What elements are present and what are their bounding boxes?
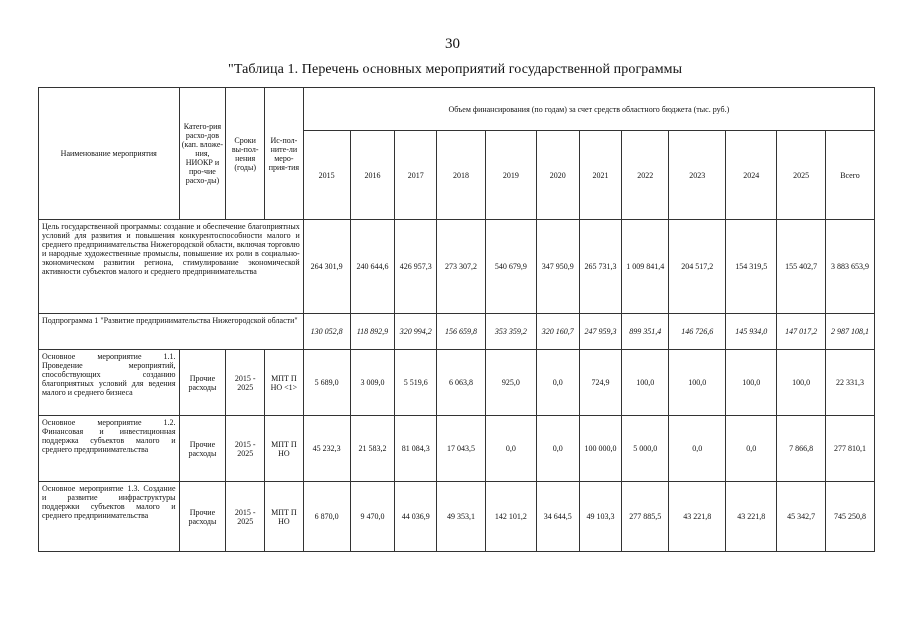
value-cell: 9 470,0 [350,482,395,552]
value-cell: 426 957,3 [395,220,437,314]
value-cell: 100,0 [777,350,826,416]
value-cell: 264 301,9 [303,220,350,314]
page-number: 30 [445,36,460,52]
value-cell: 100,0 [622,350,669,416]
value-cell: 155 402,7 [777,220,826,314]
value-cell: 540 679,9 [485,220,536,314]
year-header: 2017 [395,131,437,220]
value-cell: 130 052,8 [303,314,350,350]
table-row [39,482,875,552]
measure-name: Цель государственной программы: создание и обеспечение благоприятных условий для развития и повышения конкурентоспособности малого и среднего предпринимательства Нижегородской области, включая торговлю и народные художественные промыслы, повышение их роли в социально-экономическом развитии региона, стимулирование экономической активности субъектов малого и среднего предпринимательства [39,220,304,314]
executor-cell: МПТ П НО [265,482,304,552]
year-header: Всего [826,131,875,220]
value-cell: 320 994,2 [395,314,437,350]
year-header: 2023 [669,131,726,220]
value-cell: 142 101,2 [485,482,536,552]
table-body [39,220,875,552]
value-cell: 0,0 [536,350,579,416]
value-cell: 3 883 653,9 [826,220,875,314]
value-cell: 899 351,4 [622,314,669,350]
value-cell: 34 644,5 [536,482,579,552]
measures-table [38,87,875,552]
header-funding: Объем финансирования (по годам) за счет средств областного бюджета (тыс. руб.) [303,88,874,131]
value-cell: 156 659,8 [437,314,486,350]
year-header: 2020 [536,131,579,220]
value-cell: 22 331,3 [826,350,875,416]
value-cell: 347 950,9 [536,220,579,314]
value-cell: 147 017,2 [777,314,826,350]
table-row [39,314,875,350]
value-cell: 81 084,3 [395,416,437,482]
year-header: 2018 [437,131,486,220]
header-terms: Сроки вы-пол-нения (годы) [226,88,265,220]
header-executor: Ис-пол-ните-ли меро-прия-тия [265,88,304,220]
executor-cell: МПТ П НО [265,416,304,482]
header-category: Катего-рия расхо-дов (кап. вложе-ния, НИОКР и про-чие расхо-ды) [179,88,226,220]
year-header: 2024 [726,131,777,220]
header-name: Наименование мероприятия [39,88,180,220]
value-cell: 2 987 108,1 [826,314,875,350]
value-cell: 1 009 841,4 [622,220,669,314]
value-cell: 45 342,7 [777,482,826,552]
value-cell: 154 319,5 [726,220,777,314]
value-cell: 49 103,3 [579,482,622,552]
value-cell: 44 036,9 [395,482,437,552]
value-cell: 277 885,5 [622,482,669,552]
value-cell: 353 359,2 [485,314,536,350]
year-header: 2019 [485,131,536,220]
year-header: 2016 [350,131,395,220]
category-cell: Прочие расходы [179,416,226,482]
value-cell: 247 959,3 [579,314,622,350]
category-cell: Прочие расходы [179,482,226,552]
value-cell: 277 810,1 [826,416,875,482]
table-row [39,416,875,482]
category-cell: Прочие расходы [179,350,226,416]
year-header: 2021 [579,131,622,220]
measure-name: Основное мероприятие 1.2. Финансовая и инвестиционная поддержка субъектов малого и среднего предпринимательства [39,416,180,482]
table-row [39,220,875,314]
value-cell: 118 892,9 [350,314,395,350]
terms-cell: 2015 - 2025 [226,482,265,552]
value-cell: 0,0 [536,416,579,482]
value-cell: 273 307,2 [437,220,486,314]
value-cell: 100,0 [726,350,777,416]
table-row [39,350,875,416]
value-cell: 3 009,0 [350,350,395,416]
value-cell: 724,9 [579,350,622,416]
value-cell: 6 063,8 [437,350,486,416]
value-cell: 100,0 [669,350,726,416]
value-cell: 6 870,0 [303,482,350,552]
value-cell: 204 517,2 [669,220,726,314]
value-cell: 5 689,0 [303,350,350,416]
value-cell: 100 000,0 [579,416,622,482]
year-header: 2022 [622,131,669,220]
value-cell: 5 519,6 [395,350,437,416]
value-cell: 265 731,3 [579,220,622,314]
value-cell: 49 353,1 [437,482,486,552]
value-cell: 0,0 [726,416,777,482]
table-title: "Таблица 1. Перечень основных мероприятий государственной программы [228,62,683,77]
value-cell: 145 934,0 [726,314,777,350]
value-cell: 745 250,8 [826,482,875,552]
value-cell: 17 043,5 [437,416,486,482]
value-cell: 43 221,8 [669,482,726,552]
measure-name: Основное мероприятие 1.1. Проведение мероприятий, способствующих созданию благоприятных условий для ведения малого и среднего бизнеса [39,350,180,416]
value-cell: 925,0 [485,350,536,416]
value-cell: 7 866,8 [777,416,826,482]
value-cell: 21 583,2 [350,416,395,482]
measure-name: Основное мероприятие 1.3. Создание и развитие инфраструктуры поддержки субъектов малого и среднего предпринимательства [39,482,180,552]
value-cell: 320 160,7 [536,314,579,350]
year-header: 2015 [303,131,350,220]
value-cell: 146 726,6 [669,314,726,350]
value-cell: 0,0 [485,416,536,482]
terms-cell: 2015 - 2025 [226,416,265,482]
terms-cell: 2015 - 2025 [226,350,265,416]
value-cell: 5 000,0 [622,416,669,482]
value-cell: 0,0 [669,416,726,482]
measure-name: Подпрограмма 1 "Развитие предпринимательства Нижегородской области" [39,314,304,350]
executor-cell: МПТ П НО <1> [265,350,304,416]
value-cell: 45 232,3 [303,416,350,482]
year-header: 2025 [777,131,826,220]
value-cell: 43 221,8 [726,482,777,552]
value-cell: 240 644,6 [350,220,395,314]
